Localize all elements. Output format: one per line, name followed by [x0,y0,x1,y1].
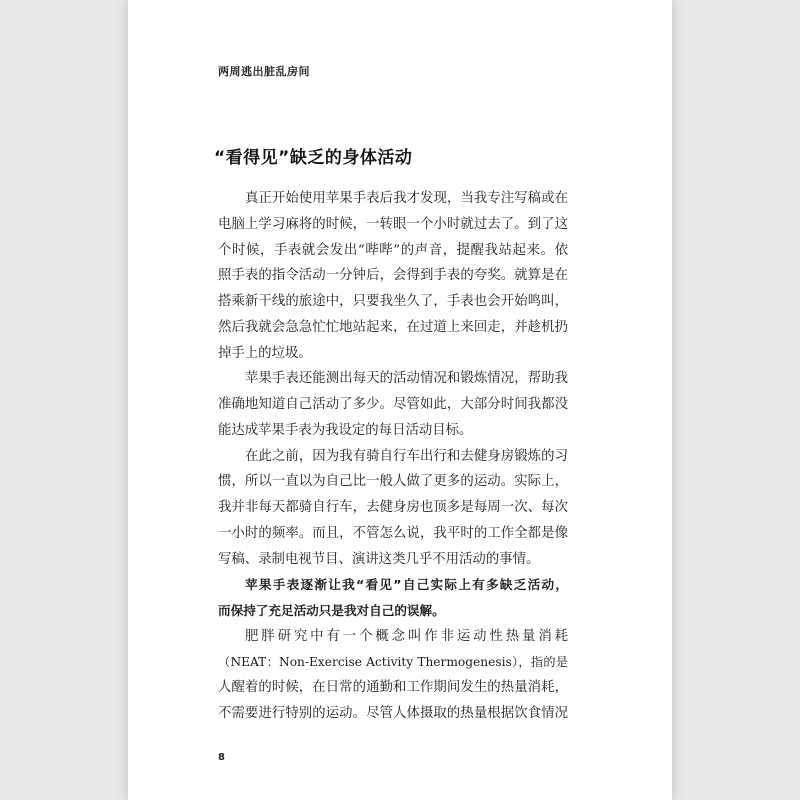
paragraph [218,624,568,727]
text-line: 人醒着的时候，在日常的通勤和工作期间发生的热量消耗， [218,680,568,696]
paragraph [218,366,568,443]
text-line: 在此之前，因为我有骑自行车出行和去健身房锻炼的习 [245,448,568,464]
text-line: 电脑上学习麻将的时候，一转眼一个小时就过去了。到了这 [218,216,568,232]
text-line: 肥胖研究中有一个概念叫作非运动性热量消耗 [245,628,568,644]
text-line: 而保持了充足活动只是我对自己的误解。 [218,603,445,618]
text-line: 照手表的指令活动一分钟后，会得到手表的夸奖。就算是在 [218,268,568,284]
text-line: 我并非每天都骑自行车，去健身房也顶多是每周一次、每次 [218,500,568,515]
paragraph [218,444,568,573]
text-line: 写稿、录制电视节目、演讲这类几乎不用活动的事情。 [218,551,540,567]
section-title: “看得见”缺乏的身体活动 [214,148,413,168]
text-line: （NEAT：Non-Exercise Activity Thermogenesis），指的是 [218,654,568,669]
text-line: 真正开始使用苹果手表后我才发现，当我专注写稿或在 [245,191,568,206]
page-number: 8 [218,752,225,763]
running-head: 两周逃出脏乱房间 [218,65,310,78]
book-page [128,0,672,800]
text-line: 不需要进行特别的运动。尽管人体摄取的热量根据饮食情况 [218,706,568,721]
text-line: 准确地知道自己活动了多少。尽管如此，大部分时间我都没 [218,397,568,412]
text-line: 苹果手表还能测出每天的活动情况和锻炼情况，帮助我 [245,371,568,387]
emphasis-paragraph [218,572,568,624]
paragraph [218,186,568,366]
body-text [218,186,568,727]
text-line: 一小时的频率。而且，不管怎么说，我平时的工作全都是像 [218,525,568,541]
text-line: 惯，所以一直以为自己比一般人做了更多的运动。实际上， [218,474,568,490]
text-line: 掉手上的垃圾。 [218,345,312,361]
text-line: 能达成苹果手表为我设定的每日活动目标。 [218,422,473,438]
text-line: 然后我就会急急忙忙地站起来，在过道上来回走，并趁机扔 [218,319,568,335]
text-line: 个时候，手表就会发出“哔哔”的声音，提醒我站起来。依 [218,242,568,258]
text-line: 搭乘新干线的旅途中，只要我坐久了，手表也会开始鸣叫， [218,294,568,309]
text-line: 苹果手表逐渐让我“看见”自己实际上有多缺乏活动， [245,577,568,593]
